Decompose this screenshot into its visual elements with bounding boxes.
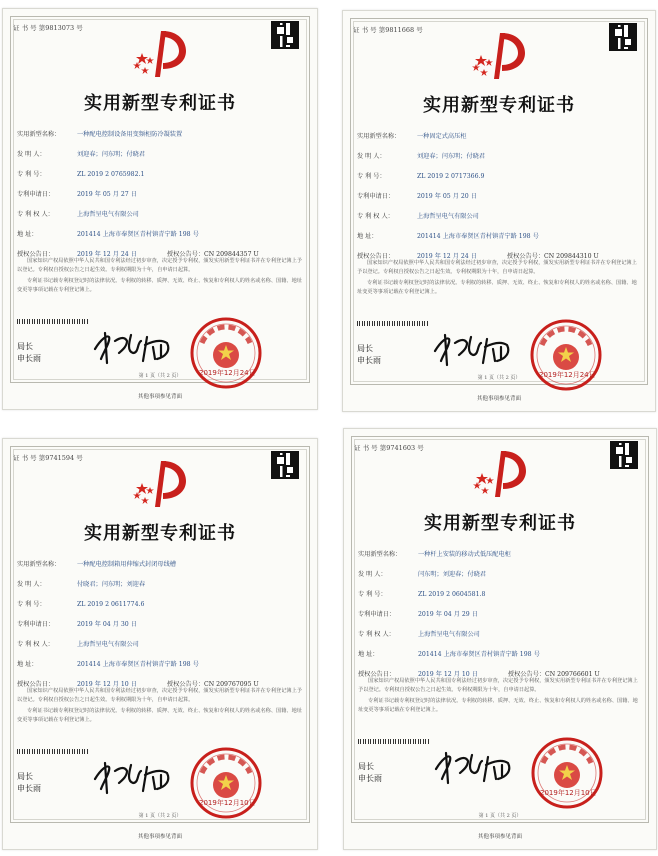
field-label: 实用新型名称： (17, 131, 61, 138)
field-value: 2019 年 12 月 24 日 (77, 251, 137, 258)
field-label: 发 明 人： (17, 151, 46, 158)
field-value: 2019 年 05 月 20 日 (417, 193, 477, 200)
field-label: 授权公告日： (357, 253, 395, 260)
field-row (17, 145, 303, 165)
director-signature (91, 327, 177, 367)
qr-code-icon (271, 451, 299, 479)
page-number: 第 1 页（共 2 页） (138, 813, 182, 819)
notice-paragraph: 专利证书记载专利权登记时的法律状况。专利权的转移、质押、无效、终止、恢复和专利权人的姓名或名称、国籍、地址变更等事项记载在专利登记簿上。 (17, 278, 302, 293)
qr-code-icon (609, 23, 637, 51)
patent-office-emblem-icon (130, 457, 190, 509)
notice-paragraph: 国家知识产权局依照中华人民共和国专利法经过初步审查，决定授予专利权，颁发实用新型专利证书并在专利登记簿上予以登记。专利权自授权公告之日起生效。专利权期限为十年，自申请日起算。 (17, 688, 302, 703)
field-label: 发 明 人： (17, 581, 46, 588)
field-value: 201414 上海市奉贤区青村镇青宁路 198 号 (417, 233, 539, 240)
field-value: 上海哲呈电气有限公司 (418, 631, 480, 638)
field-label: 专 利 权 人： (357, 213, 394, 220)
barcode-icon (357, 321, 429, 326)
field-label: 专 利 号： (17, 601, 46, 608)
certificate-title: 实用新型专利证书 (84, 523, 236, 544)
patent-certificate-4 (343, 428, 657, 850)
field-value: 2019 年 12 月 10 日 (77, 681, 137, 688)
director-signature (431, 329, 517, 369)
field-row (357, 147, 641, 167)
field-row (358, 545, 642, 565)
field-label: 地 址： (357, 233, 378, 240)
barcode-icon (17, 319, 89, 324)
field-value: 上海哲呈电气有限公司 (77, 211, 139, 218)
field-value: 付晓君；闫东明；刘迎春 (77, 581, 146, 588)
director-name: 申长雨 (17, 784, 41, 793)
certificate-number: 证 书 号 第9741594 号 (13, 454, 83, 462)
page-number: 第 1 页（共 2 页） (477, 375, 521, 381)
field-row (17, 205, 303, 225)
notice-paragraph: 专利证书记载专利权登记时的法律状况。专利权的转移、质押、无效、终止、恢复和专利权人的姓名或名称、国籍、地址变更等事项记载在专利登记簿上。 (358, 698, 638, 713)
qr-code-icon (271, 21, 299, 49)
field-row (358, 645, 642, 665)
publication-number: 授权公告号：CN 209766601 U (507, 671, 600, 678)
field-value: 2019 年 12 月 24 日 (417, 253, 477, 260)
director-role: 局长 (357, 344, 373, 353)
field-row (358, 625, 642, 645)
field-label: 专利申请日： (17, 191, 55, 198)
seal-date: 2019年12月10日 (540, 789, 597, 797)
certificate-fields (358, 545, 642, 685)
field-row (357, 167, 641, 187)
field-value: 刘迎春；闫东明；付晓君 (77, 151, 146, 158)
certificate-fields (17, 125, 303, 265)
certificate-title: 实用新型专利证书 (423, 95, 575, 116)
field-label: 专 利 号： (358, 591, 387, 598)
field-value: 一种配电控制设备用变频柜防冷凝装置 (77, 131, 183, 138)
field-label: 授权公告日： (17, 251, 55, 258)
field-label: 地 址： (358, 651, 379, 658)
field-row (357, 187, 641, 207)
field-value: 一种固定式高压柜 (417, 133, 467, 140)
certificate-title: 实用新型专利证书 (424, 513, 576, 534)
field-label: 专利申请日： (358, 611, 396, 618)
field-row (17, 615, 303, 635)
official-seal-icon (188, 745, 264, 821)
certificate-footer: 其他事项参见背面 (137, 394, 182, 400)
director-title (17, 341, 41, 365)
publication-number: 授权公告号：CN 209844310 U (506, 253, 599, 260)
director-title (357, 343, 381, 367)
field-row (17, 165, 303, 185)
patent-office-emblem-icon (130, 27, 190, 79)
field-value: 2019 年 05 月 27 日 (77, 191, 137, 198)
grant-notice (17, 257, 303, 297)
field-row (17, 125, 303, 145)
certificate-number: 证 书 号 第9811668 号 (353, 26, 423, 34)
field-value: 2019 年 12 月 10 日 (418, 671, 478, 678)
certificate-fields (17, 555, 303, 695)
official-seal-icon (529, 735, 605, 811)
field-value: 一种配电控制箱用伸缩式封闭母线槽 (77, 561, 176, 568)
field-label: 专 利 号： (17, 171, 46, 178)
page-number: 第 1 页（共 2 页） (138, 373, 182, 379)
field-label: 专 利 权 人： (17, 641, 54, 648)
field-label: 地 址： (17, 661, 38, 668)
field-value: 上海哲呈电气有限公司 (77, 641, 139, 648)
field-label: 实用新型名称： (358, 551, 402, 558)
field-row (357, 127, 641, 147)
publication-number: 授权公告号：CN 209767095 U (166, 681, 259, 688)
director-name: 申长雨 (357, 356, 381, 365)
director-title (17, 771, 41, 795)
notice-paragraph: 国家知识产权局依照中华人民共和国专利法经过初步审查，决定授予专利权，颁发实用新型专利证书并在专利登记簿上予以登记。专利权自授权公告之日起生效。专利权期限为十年，自申请日起算。 (17, 258, 302, 273)
field-label: 专利申请日： (17, 621, 55, 628)
certificate-title: 实用新型专利证书 (84, 93, 236, 114)
field-row (17, 595, 303, 615)
barcode-icon (358, 739, 430, 744)
field-value: ZL 2019 2 0765982.1 (77, 171, 145, 178)
field-label: 专 利 权 人： (17, 211, 54, 218)
field-label: 发 明 人： (358, 571, 387, 578)
grant-notice (17, 687, 303, 727)
field-label: 授权公告日： (358, 671, 396, 678)
barcode-icon (17, 749, 89, 754)
field-value: 2019 年 04 月 29 日 (418, 611, 478, 618)
director-role: 局长 (17, 772, 33, 781)
field-label: 授权公告日： (17, 681, 55, 688)
patent-certificate-2 (342, 10, 656, 412)
field-value: 闫东明；刘迎春；付晓君 (418, 571, 487, 578)
official-seal-icon (188, 315, 264, 391)
director-signature (432, 747, 518, 787)
notice-paragraph: 国家知识产权局依照中华人民共和国专利法经过初步审查，决定授予专利权，颁发实用新型专利证书并在专利登记簿上予以登记。专利权自授权公告之日起生效。专利权期限为十年，自申请日起算。 (358, 678, 638, 693)
page-number: 第 1 页（共 2 页） (478, 813, 522, 819)
director-signature (91, 757, 177, 797)
seal-date: 2019年12月10日 (199, 799, 256, 807)
field-label: 专利申请日： (357, 193, 395, 200)
field-row (17, 225, 303, 245)
notice-paragraph: 专利证书记载专利权登记时的法律状况。专利权的转移、质押、无效、终止、恢复和专利权人的姓名或名称、国籍、地址变更等事项记载在专利登记簿上。 (357, 280, 637, 295)
field-value: 一种杆上安装的移动式低压配电柜 (418, 551, 511, 558)
director-role: 局长 (17, 342, 33, 351)
grant-notice (358, 677, 642, 717)
director-name: 申长雨 (358, 774, 382, 783)
field-value: 201414 上海市奉贤区青村镇青宁路 198 号 (77, 231, 199, 238)
certificate-number: 证 书 号 第9741603 号 (354, 444, 424, 452)
field-row (358, 585, 642, 605)
director-role: 局长 (358, 762, 374, 771)
director-name: 申长雨 (17, 354, 41, 363)
seal-date: 2019年12月24日 (539, 371, 596, 379)
field-row (17, 555, 303, 575)
field-row (17, 635, 303, 655)
certificate-fields (357, 127, 641, 267)
field-row (358, 605, 642, 625)
patent-certificate-3 (2, 438, 318, 850)
field-label: 实用新型名称： (17, 561, 61, 568)
field-label: 专 利 号： (357, 173, 386, 180)
field-row (358, 565, 642, 585)
patent-office-emblem-icon (470, 447, 530, 499)
patent-certificate-1 (2, 8, 318, 410)
field-row (357, 227, 641, 247)
field-row (357, 207, 641, 227)
seal-date: 2019年12月24日 (199, 369, 256, 377)
certificate-number: 证 书 号 第9813073 号 (13, 24, 83, 32)
field-label: 专 利 权 人： (358, 631, 395, 638)
field-value: 201414 上海市奉贤区青村镇青宁路 198 号 (418, 651, 540, 658)
field-label: 地 址： (17, 231, 38, 238)
field-label: 实用新型名称： (357, 133, 401, 140)
publication-number: 授权公告号：CN 209844357 U (166, 251, 259, 258)
certificate-footer: 其他事项参见背面 (476, 396, 521, 402)
director-title (358, 761, 382, 785)
field-value: ZL 2019 2 0611774.6 (77, 601, 145, 608)
official-seal-icon (528, 317, 604, 393)
field-value: 2019 年 04 月 30 日 (77, 621, 137, 628)
field-value: 201414 上海市奉贤区青村镇青宁路 198 号 (77, 661, 199, 668)
field-value: ZL 2019 2 0604581.8 (418, 591, 486, 598)
field-label: 发 明 人： (357, 153, 386, 160)
field-row (17, 655, 303, 675)
field-value: 刘迎春；闫东明；付晓君 (417, 153, 486, 160)
patent-office-emblem-icon (469, 29, 529, 81)
certificate-footer: 其他事项参见背面 (137, 834, 182, 840)
certificate-footer: 其他事项参见背面 (477, 834, 522, 840)
field-value: ZL 2019 2 0717366.9 (417, 173, 485, 180)
qr-code-icon (610, 441, 638, 469)
field-row (17, 575, 303, 595)
field-row (17, 185, 303, 205)
field-value: 上海哲呈电气有限公司 (417, 213, 479, 220)
notice-paragraph: 专利证书记载专利权登记时的法律状况。专利权的转移、质押、无效、终止、恢复和专利权人的姓名或名称、国籍、地址变更等事项记载在专利登记簿上。 (17, 708, 302, 723)
notice-paragraph: 国家知识产权局依照中华人民共和国专利法经过初步审查，决定授予专利权，颁发实用新型专利证书并在专利登记簿上予以登记。专利权自授权公告之日起生效。专利权期限为十年，自申请日起算。 (357, 260, 637, 275)
grant-notice (357, 259, 641, 299)
